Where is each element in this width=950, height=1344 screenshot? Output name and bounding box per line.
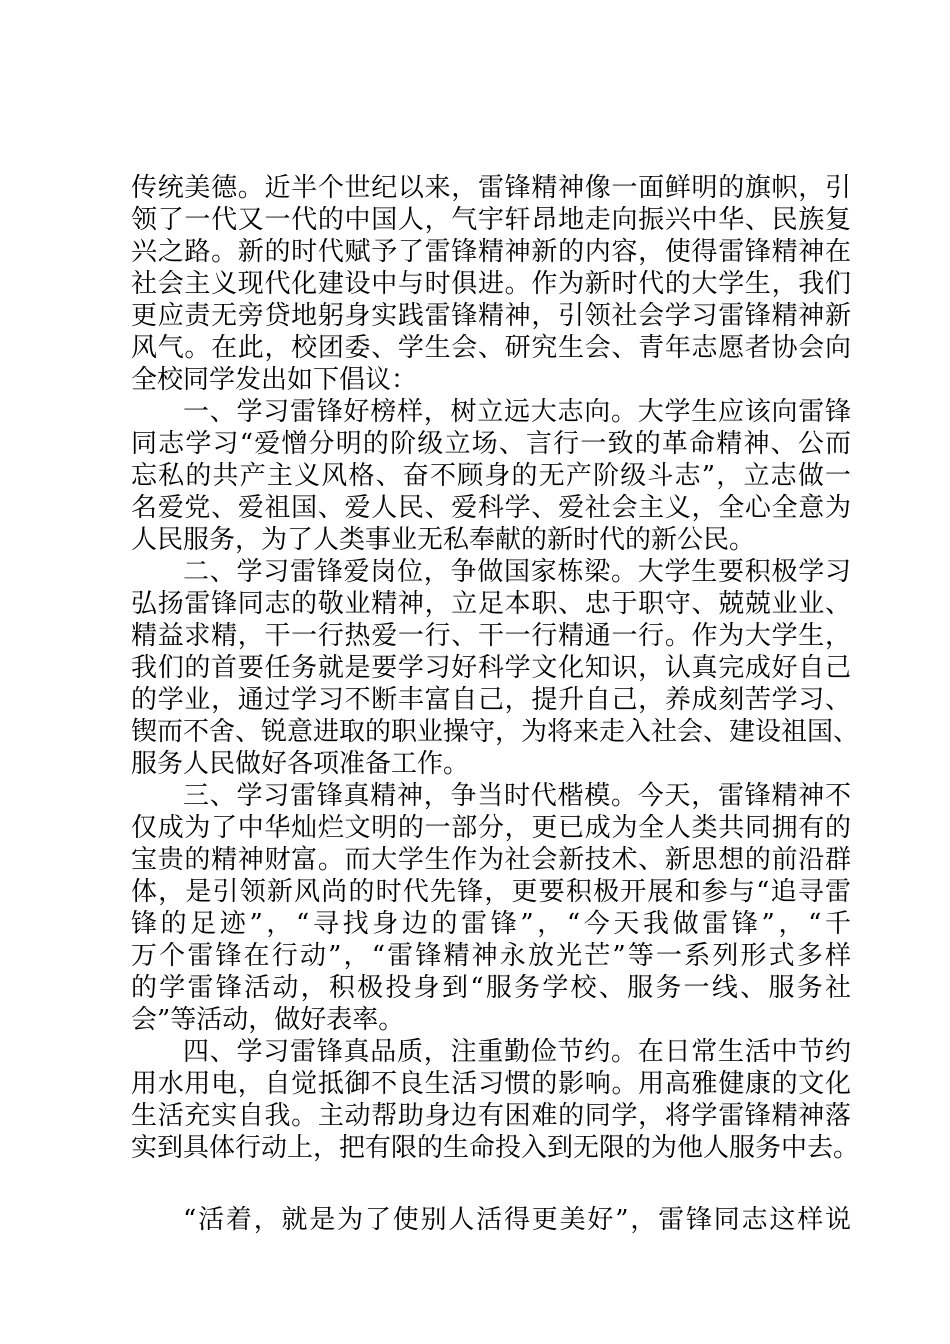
text-line: 人民服务，为了人类事业无私奉献的新时代的新公民。 bbox=[131, 525, 756, 555]
text-line: 我们的首要任务就是要学习好科学文化知识，认真完成好自己 bbox=[131, 653, 851, 683]
text-line: 服务人民做好各项准备工作。 bbox=[131, 749, 470, 779]
text-line: 的学业，通过学习不断丰富自己，提升自己，养成刻苦学习、 bbox=[131, 685, 851, 715]
text-line: 实到具体行动上，把有限的生命投入到无限的为他人服务中去。 bbox=[131, 1133, 860, 1163]
paragraph-3 bbox=[131, 780, 851, 1036]
text-line: 万个雷锋在行动”，“雷锋精神永放光芒”等一系列形式多样 bbox=[131, 941, 851, 971]
paragraph-2 bbox=[131, 556, 860, 780]
paragraph-intro bbox=[131, 172, 851, 396]
text-line: 风气。在此，校团委、学生会、研究生会、青年志愿者协会向 bbox=[131, 333, 851, 363]
text-line: 宝贵的精神财富。而大学生作为社会新技术、新思想的前沿群 bbox=[131, 845, 851, 875]
text-line: 用水用电，自觉抵御不良生活习惯的影响。用高雅健康的文化 bbox=[131, 1069, 851, 1099]
paragraph-spacer bbox=[131, 1164, 851, 1204]
text-line: 传统美德。近半个世纪以来，雷锋精神像一面鲜明的旗帜，引 bbox=[131, 173, 851, 203]
paragraph-1 bbox=[131, 396, 851, 556]
text-line: 的学雷锋活动，积极投身到“服务学校、服务一线、服务社 bbox=[131, 973, 851, 1003]
text-line: 锲而不舍、锐意进取的职业操守，为将来走入社会、建设祖国、 bbox=[131, 717, 860, 747]
text-line: 兴之路。新的时代赋予了雷锋精神新的内容，使得雷锋精神在 bbox=[131, 237, 851, 267]
text-line: 二、学习雷锋爱岗位，争做国家栋梁。大学生要积极学习 bbox=[183, 557, 851, 587]
text-line: 领了一代又一代的中国人，气宇轩昂地走向振兴中华、民族复 bbox=[131, 205, 851, 235]
text-line: 全校同学发出如下倡议： bbox=[131, 365, 418, 395]
text-line: 弘扬雷锋同志的敬业精神，立足本职、忠于职守、兢兢业业、 bbox=[131, 589, 851, 619]
text-line: 同志学习“爱憎分明的阶级立场、言行一致的革命精神、公而 bbox=[131, 429, 851, 459]
paragraph-5 bbox=[131, 1204, 851, 1236]
text-line: “活着，就是为了使别人活得更美好”，雷锋同志这样说 bbox=[183, 1205, 851, 1235]
text-line: 体，是引领新风尚的时代先锋，更要积极开展和参与“追寻雷 bbox=[131, 877, 851, 907]
text-line: 四、学习雷锋真品质，注重勤俭节约。在日常生活中节约 bbox=[183, 1037, 851, 1067]
text-line: 名爱党、爱祖国、爱人民、爱科学、爱社会主义，全心全意为 bbox=[131, 493, 851, 523]
paragraph-4 bbox=[131, 1036, 860, 1164]
document-body bbox=[131, 172, 860, 1236]
text-line: 锋的足迹”，“寻找身边的雷锋”，“今天我做雷锋”，“千 bbox=[131, 909, 851, 939]
text-line: 一、学习雷锋好榜样，树立远大志向。大学生应该向雷锋 bbox=[183, 397, 851, 427]
text-line: 忘私的共产主义风格、奋不顾身的无产阶级斗志”，立志做一 bbox=[131, 461, 851, 491]
text-line: 精益求精，干一行热爱一行、干一行精通一行。作为大学生， bbox=[131, 621, 851, 651]
text-line: 生活充实自我。主动帮助身边有困难的同学，将学雷锋精神落 bbox=[131, 1101, 851, 1131]
text-line: 社会主义现代化建设中与时俱进。作为新时代的大学生，我们 bbox=[131, 269, 851, 299]
text-line: 会”等活动，做好表率。 bbox=[131, 1005, 405, 1035]
text-line: 更应责无旁贷地躬身实践雷锋精神，引领社会学习雷锋精神新 bbox=[131, 301, 851, 331]
text-line: 仅成为了中华灿烂文明的一部分，更已成为全人类共同拥有的 bbox=[131, 813, 851, 843]
text-line: 三、学习雷锋真精神，争当时代楷模。今天，雷锋精神不 bbox=[183, 781, 851, 811]
